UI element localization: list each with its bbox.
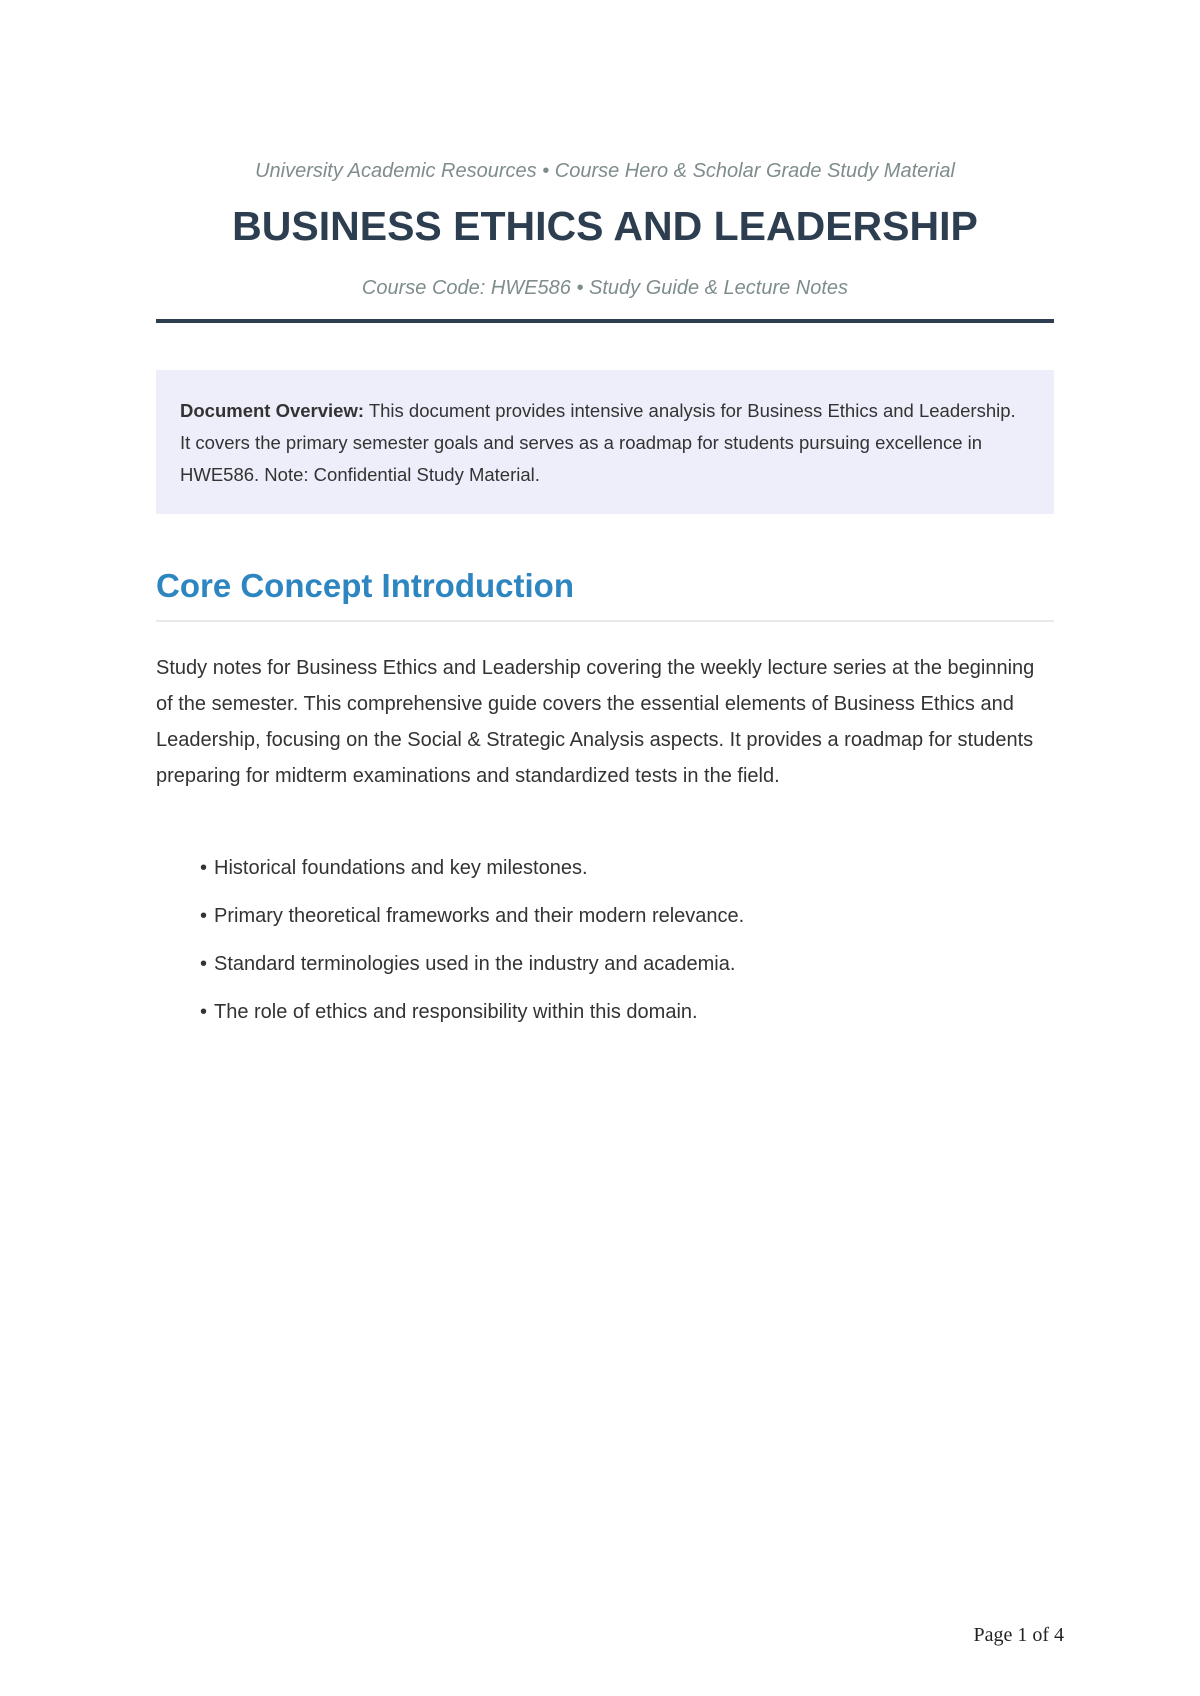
source-line: University Academic Resources • Course Hero & Scholar Grade Study Material — [255, 160, 955, 182]
section-divider — [156, 620, 1054, 622]
document-page — [156, 0, 1054, 1696]
list-item-text: The role of ethics and responsibility within this domain. — [214, 1001, 698, 1023]
list-item-text: Historical foundations and key milestones. — [214, 857, 588, 879]
list-item-text: Standard terminologies used in the industry and academia. — [214, 953, 736, 975]
bullet-icon: • — [200, 953, 208, 975]
bullet-icon: • — [200, 857, 208, 879]
section-heading: Core Concept Introduction — [156, 567, 574, 604]
page-number: Page 1 of 4 — [973, 1624, 1064, 1646]
overview-lead: Document Overview: — [180, 400, 365, 421]
bullet-list — [200, 850, 1050, 1042]
list-item — [200, 946, 1050, 994]
list-item-text: Primary theoretical frameworks and their modern relevance. — [214, 905, 745, 927]
section-paragraph: Study notes for Business Ethics and Leadership covering the weekly lecture series at the beginning of the semester. This comprehensive guide covers the essential elements of Business Ethics and Leadership, focusing on the Social & Strategic Analysis aspects. It provides a roadmap for students preparing for midterm examinations and standardized tests in the field. — [156, 657, 1035, 787]
document-title: BUSINESS ETHICS AND LEADERSHIP — [232, 203, 978, 249]
course-line: Course Code: HWE586 • Study Guide & Lecture Notes — [361, 277, 849, 299]
bullet-icon: • — [200, 905, 208, 927]
overview-box — [156, 370, 1054, 514]
list-item — [200, 850, 1050, 898]
list-item — [200, 898, 1050, 946]
list-item — [200, 994, 1050, 1042]
title-divider — [156, 319, 1054, 323]
bullet-icon: • — [200, 1001, 208, 1023]
overview-text: This document provides intensive analysis for Business Ethics and Leadership. It covers the primary semester goals and serves as a roadmap for students pursuing excellence in HWE586. Note: Confidential Study Material. — [180, 400, 1016, 485]
